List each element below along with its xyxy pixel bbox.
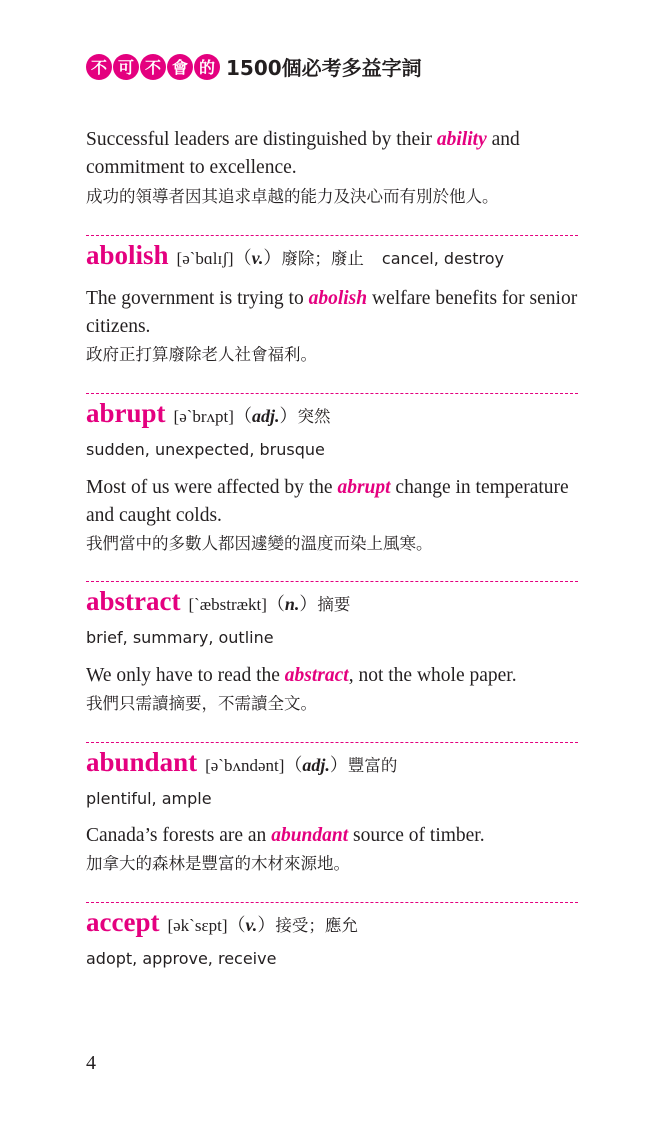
keyword: ability <box>436 129 487 150</box>
meaning-zh: 突然 <box>297 407 331 426</box>
headword: abrupt <box>86 398 166 428</box>
intro-sentence: Successful leaders are distinguished by their ability and commitment to excellence. <box>86 129 520 178</box>
dashed-divider <box>86 742 578 743</box>
entry-accept-heading: accept [ək`sɛpt]（v.）接受；應允 <box>86 907 358 937</box>
header-circle-char: 不 <box>140 54 166 80</box>
example-sentence: The government is trying to abolish welfare benefits for senior citizens. <box>86 288 578 337</box>
pronunciation: [ə`bɑlɪʃ] <box>176 249 234 268</box>
part-of-speech: n. <box>284 594 300 614</box>
dashed-divider <box>86 235 578 236</box>
headword: abstract <box>86 586 181 616</box>
pronunciation: [ək`sɛpt] <box>167 916 228 935</box>
dashed-divider <box>86 902 578 903</box>
example-translation: 政府正打算廢除老人社會福利。 <box>86 345 317 364</box>
keyword: abrupt <box>337 477 391 498</box>
header-circle-char: 會 <box>167 54 193 80</box>
intro-translation: 成功的領導者因其追求卓越的能力及決心而有別於他人。 <box>86 187 499 206</box>
entry-abstract-heading: abstract [`æbstrækt]（n.）摘要 <box>86 586 351 616</box>
part-of-speech: adj. <box>251 406 280 426</box>
meaning-zh: 豐富的 <box>347 756 398 775</box>
header-circle-char: 的 <box>194 54 220 80</box>
headword: abolish <box>86 240 169 270</box>
entry-abundant-heading: abundant [ə`bʌndənt]（adj.）豐富的 <box>86 747 398 777</box>
headword: abundant <box>86 747 198 777</box>
meaning-zh: 接受；應允 <box>275 916 358 935</box>
synonyms: plentiful, ample <box>86 789 212 808</box>
part-of-speech: v. <box>251 248 264 268</box>
example-translation: 我們當中的多數人都因遽變的溫度而染上風寒。 <box>86 534 433 553</box>
meaning-zh: 摘要 <box>317 595 351 614</box>
header-circle-char: 不 <box>86 54 112 80</box>
synonyms: brief, summary, outline <box>86 628 274 647</box>
dashed-divider <box>86 393 578 394</box>
part-of-speech: adj. <box>302 755 330 775</box>
synonyms: cancel, destroy <box>381 249 504 268</box>
page-number: 4 <box>86 1052 96 1074</box>
keyword: abundant <box>271 825 349 846</box>
entry-abrupt-heading: abrupt [ə`brʌpt]（adj.）突然 <box>86 398 331 428</box>
synonyms: adopt, approve, receive <box>86 949 277 968</box>
header-title: 1500個必考多益字詞 <box>226 56 422 80</box>
example-sentence: We only have to read the abstract, not the whole paper. <box>86 665 517 686</box>
example-sentence: Canada’s forests are an abundant source of timber. <box>86 825 485 846</box>
example-sentence: Most of us were affected by the abrupt change in temperature and caught colds. <box>86 477 569 526</box>
meaning-zh: 廢除；廢止 <box>281 249 364 268</box>
pronunciation: [`æbstrækt] <box>188 595 267 614</box>
header-circle-char: 可 <box>113 54 139 80</box>
pronunciation: [ə`bʌndənt] <box>205 756 285 775</box>
book-header <box>86 52 422 81</box>
example-translation: 我們只需讀摘要，不需讀全文。 <box>86 694 317 713</box>
pronunciation: [ə`brʌpt] <box>173 407 234 426</box>
dashed-divider <box>86 581 578 582</box>
keyword: abolish <box>308 288 368 309</box>
part-of-speech: v. <box>245 915 258 935</box>
keyword: abstract <box>284 665 349 686</box>
synonyms: sudden, unexpected, brusque <box>86 440 325 459</box>
headword: accept <box>86 907 160 937</box>
entry-abolish-heading: abolish [ə`bɑlɪʃ]（v.）廢除；廢止 cancel, destroy <box>86 240 504 270</box>
example-translation: 加拿大的森林是豐富的木材來源地。 <box>86 854 350 873</box>
